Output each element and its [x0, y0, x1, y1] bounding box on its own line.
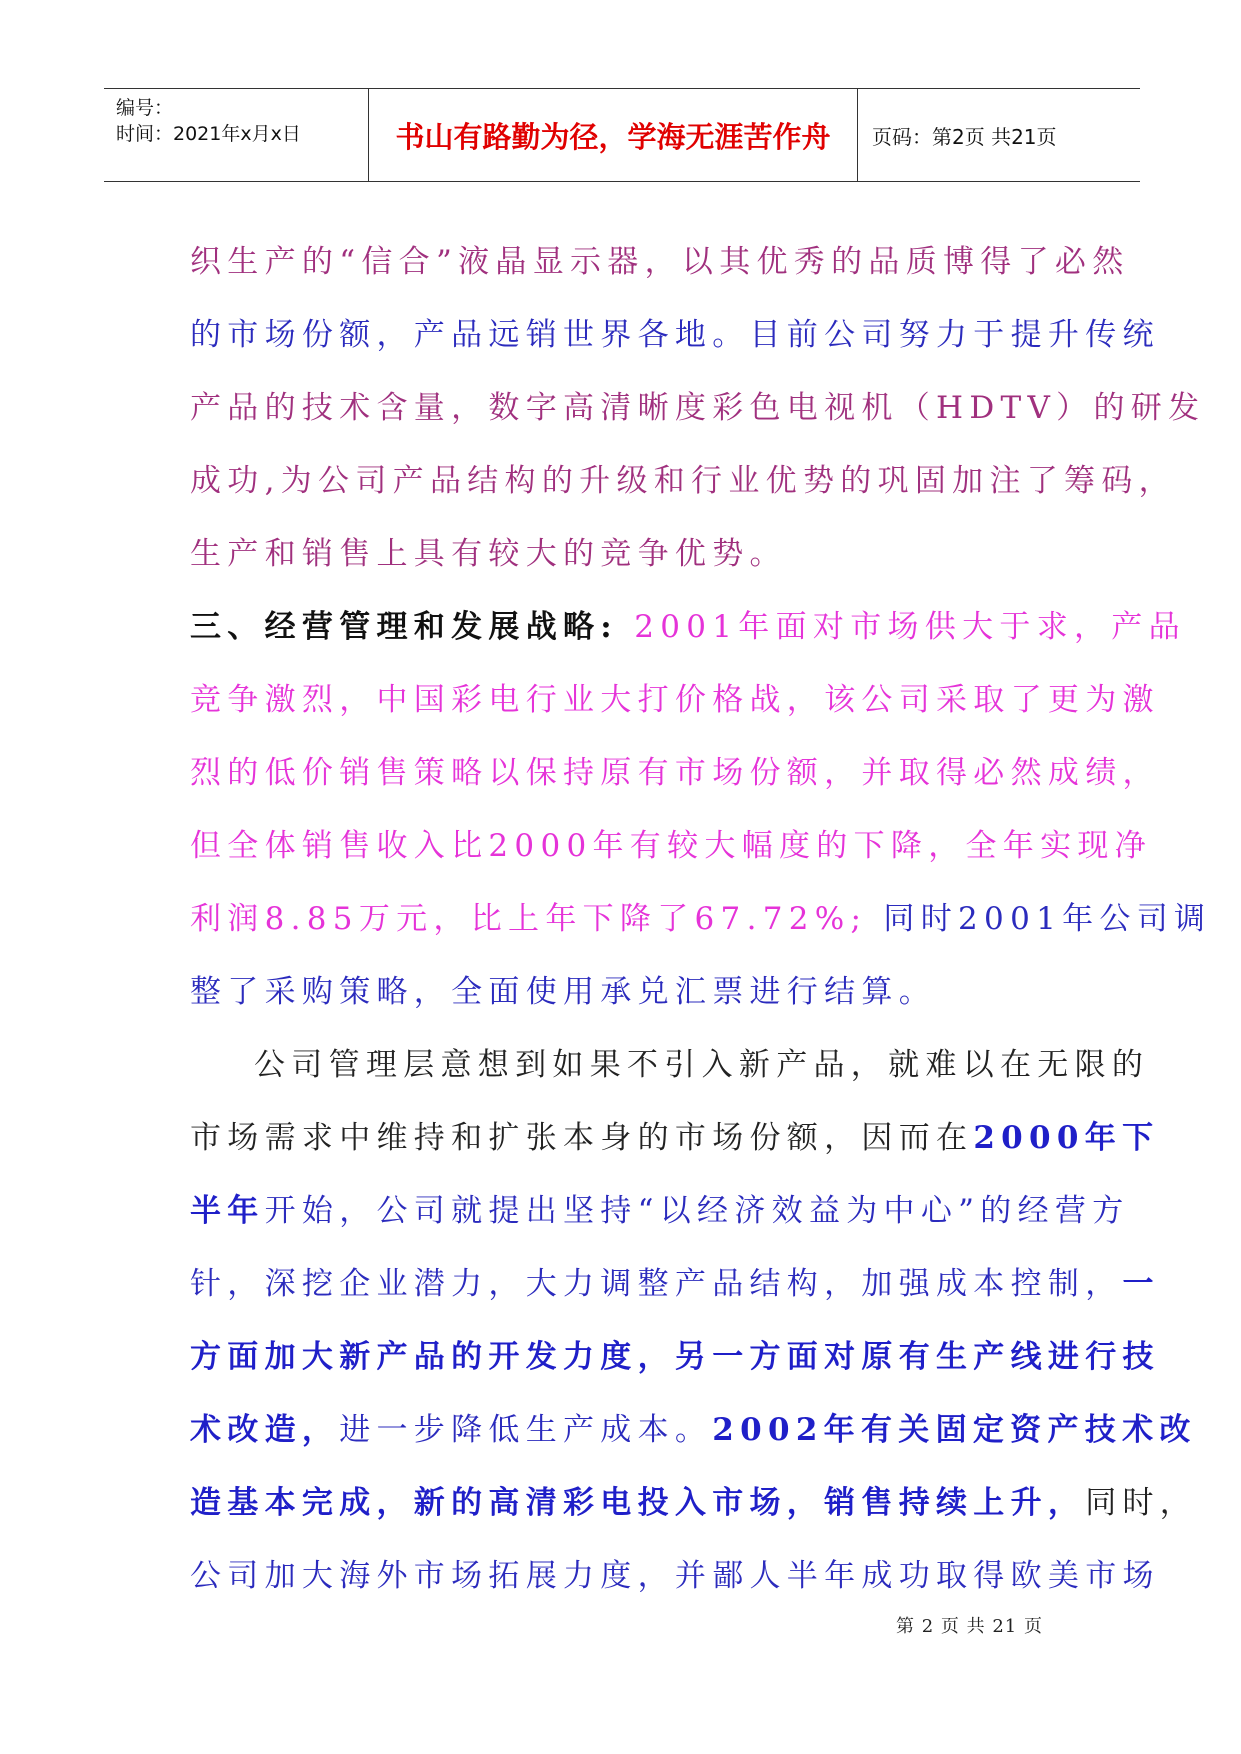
- time-label: 时间：2021年x月x日: [116, 123, 301, 145]
- text-span: 市场需求中维持和扩张本身的市场份额，因而在: [190, 1120, 974, 1156]
- text-line: 成功,为公司产品结构的升级和行业优势的巩固加注了筹码，: [190, 463, 1176, 499]
- text-line: [190, 1102, 1160, 1175]
- text-line: 方面加大新产品的开发力度，另一方面对原有生产线进行技: [190, 1339, 1160, 1375]
- text-line: [190, 591, 1186, 664]
- text-span: 开始，公司就提出坚持“以经济效益为中心”的经营方: [264, 1193, 1130, 1229]
- text-line: [190, 1394, 1197, 1467]
- text-span: 2000年下: [973, 1120, 1160, 1156]
- text-span: 进一步降低生产成本。: [339, 1412, 713, 1448]
- document-body: [190, 226, 1212, 1613]
- section-heading: 三、经营管理和发展战略:: [190, 609, 619, 645]
- header-meta: [104, 89, 369, 181]
- text-line: [190, 1248, 1160, 1321]
- text-span: 半年: [190, 1193, 265, 1229]
- text-line: 但全体销售收入比2000年有较大幅度的下降，全年实现净: [190, 828, 1152, 864]
- text-line: [190, 1175, 1130, 1248]
- text-span: 针，深挖企业潜力，大力调整产品结构，加强成本控制，: [190, 1266, 1123, 1302]
- text-line: [190, 1467, 1198, 1540]
- header-motto: 书山有路勤为径，学海无涯苦作舟: [369, 89, 858, 181]
- text-line: 烈的低价销售策略以保持原有市场份额，并取得必然成绩，: [190, 755, 1160, 791]
- page-footer: 第 2 页 共 21 页: [896, 1616, 1043, 1637]
- text-span: 同时，: [1085, 1485, 1198, 1521]
- text-span: 2002年有关固定资产技术改: [712, 1412, 1197, 1448]
- text-line: 织生产的“信合”液晶显示器，以其优秀的品质博得了必然: [190, 244, 1130, 280]
- text-line: [190, 883, 1212, 956]
- page-header: [104, 88, 1140, 182]
- text-line: 生产和销售上具有较大的竞争优势。: [190, 536, 787, 572]
- text-line: 的市场份额，产品远销世界各地。目前公司努力于提升传统: [190, 317, 1160, 353]
- text-line: 竞争激烈，中国彩电行业大打价格战，该公司采取了更为激: [190, 682, 1160, 718]
- text-line: 整了采购策略，全面使用承兑汇票进行结算。: [190, 974, 936, 1010]
- text-span: 一: [1122, 1266, 1160, 1302]
- text-line: 公司加大海外市场拓展力度，并鄙人半年成功取得欧美市场: [190, 1558, 1160, 1594]
- serial-label: 编号：: [116, 97, 174, 119]
- text-span: 同时2001年公司调: [867, 901, 1212, 937]
- header-page-info: 页码：第2页 共21页: [872, 124, 1057, 149]
- text-line: 产品的技术含量，数字高清晰度彩色电视机（HDTV）的研发: [190, 390, 1206, 426]
- text-line: 公司管理层意想到如果不引入新产品，就难以在无限的: [254, 1047, 1150, 1083]
- text-span: 利润8.85万元，比上年下降了67.72%;: [190, 901, 868, 937]
- text-span: 术改造，: [190, 1412, 340, 1448]
- text-span: 造基本完成，新的高清彩电投入市场，销售持续上升，: [190, 1485, 1086, 1521]
- text-span: 2001年面对市场供大于求，产品: [618, 609, 1186, 645]
